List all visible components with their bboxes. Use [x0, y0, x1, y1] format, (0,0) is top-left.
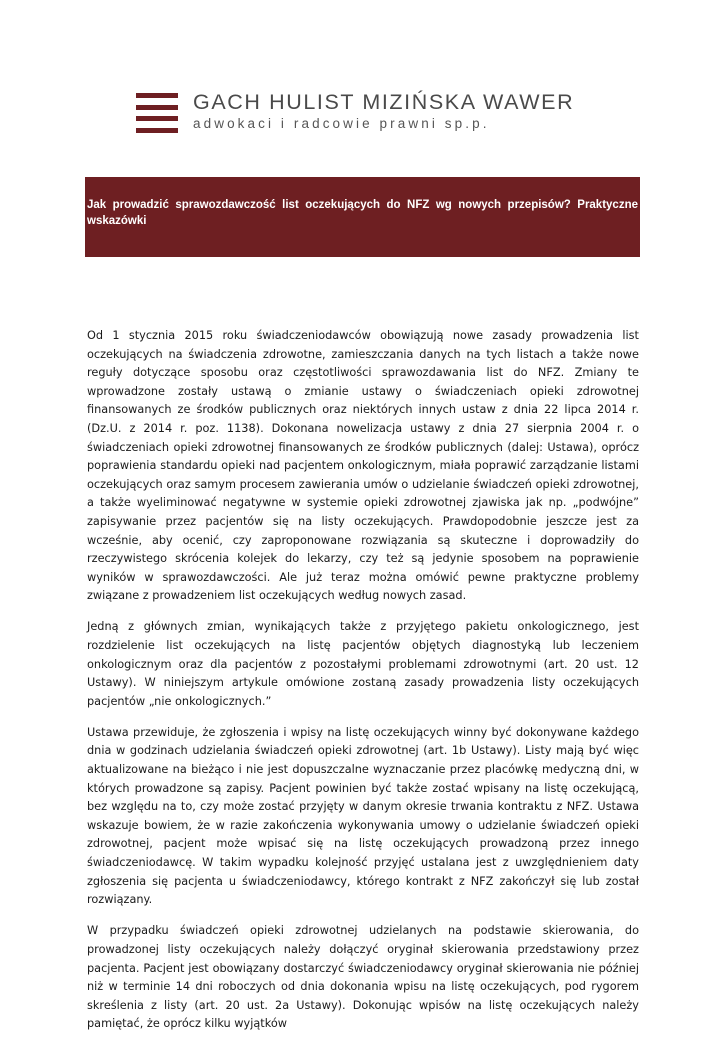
article-body — [87, 327, 639, 1046]
paragraph: W przypadku świadczeń opieki zdrowotnej udzielanych na podstawie skierowania, do prowadzonej listy oczekujących należy dołączyć oryginał skierowania przedstawiony przez pacjenta. Pacjent jest obowiązany dostarczyć świadczeniodawcy oryginał skierowania nie później niż w terminie 14 dni roboczych od dnia dokonania wpisu na listę oczekujących, pod rygorem skreślenia z listy (art. 20 ust. 2a Ustawy). Dokonując wpisów na listę oczekujących należy pamiętać, że oprócz kilku wyjątków — [87, 924, 639, 1031]
article-title: Jak prowadzić sprawozdawczość list oczekujących do NFZ wg nowych przepisów? Praktyczne wskazówki — [87, 199, 638, 227]
logo-bars-icon — [136, 93, 178, 133]
paragraph: Od 1 stycznia 2015 roku świadczeniodawców obowiązują nowe zasady prowadzenia list oczekujących na świadczenia zdrowotne, zamieszczania danych na tych listach a także nowe reguły dotyczące sposobu oraz częstotliwości sprawozdawania list do NFZ. Zmiany te wprowadzone zostały ustawą o zmianie ustawy o świadczeniach opieki zdrowotnej finansowanych ze środków publicznych oraz niektórych innych ustaw z dnia 22 lipca 2014 r. (Dz.U. z 2014 r. poz. 1138). Dokonana nowelizacja ustawy z dnia 27 sierpnia 2004 r. o świadczeniach opieki zdrowotnej finansowanych ze środków publicznych (dalej: Ustawa), oprócz poprawienia standardu opieki nad pacjentem onkologicznym, miała poprawić zarządzanie listami oczekujących oraz samym procesem zawierania umów o udzielanie świadczeń opieki zdrowotnej, a także wyeliminować negatywne w systemie opieki zdrowotnej zjawiska jak np. „podwójne” zapisywanie przez pacjentów się na listy oczekujących. Prawdopodobnie jeszcze jest za wcześnie, aby ocenić, czy zaproponowane rozwiązania są skuteczne i doprowadziły do rzeczywistego skrócenia kolejek do lekarzy, czy też są jedynie sposobem na poprawienie wyników w sprawozdawczości. Ale już teraz można omówić pewne praktyczne problemy związane z prowadzeniem list oczekujących według nowych zasad. — [87, 329, 639, 603]
paragraph: Jedną z głównych zmian, wynikających także z przyjętego pakietu onkologicznego, jest rozdzielenie list oczekujących na listę pacjentów objętych diagnostyką lub leczeniem onkologicznym oraz dla pacjentów z pozostałymi problemami zdrowotnymi (art. 20 ust. 12 Ustawy). W niniejszym artykule omówione zostaną zasady prowadzenia listy oczekujących pacjentów „nie onkologicznych.” — [87, 620, 639, 708]
paragraph: Ustawa przewiduje, że zgłoszenia i wpisy na listę oczekujących winny być dokonywane każdego dnia w godzinach udzielania świadczeń opieki zdrowotnej (art. 1b Ustawy). Listy mają być więc aktualizowane na bieżąco i nie jest dopuszczalne wyznaczanie przez placówkę medyczną dni, w których prowadzone są zapisy. Pacjent powinien być także zostać wpisany na listę oczekującą, bez względu na to, czy może zostać przyjęty w danym okresie trwania kontraktu z NFZ. Ustawa wskazuje bowiem, że w razie zakończenia wykonywania umowy o udzielanie świadczeń opieki zdrowotnej, pacjent może wpisać się na listę oczekujących prowadzoną przez innego świadczeniodawcę. W takim wypadku kolejność przyjęć ustalana jest z uwzględnieniem daty zgłoszenia się pacjenta u świadczeniodawcy, którego kontrakt z NFZ zakończył się lub został rozwiązany. — [87, 725, 639, 907]
firm-name: GACH HULIST MIZIŃSKA WAWER — [193, 90, 575, 114]
article-title-box — [85, 177, 640, 257]
firm-logo — [136, 91, 606, 135]
firm-tagline: adwokaci i radcowie prawni sp.p. — [193, 116, 490, 131]
